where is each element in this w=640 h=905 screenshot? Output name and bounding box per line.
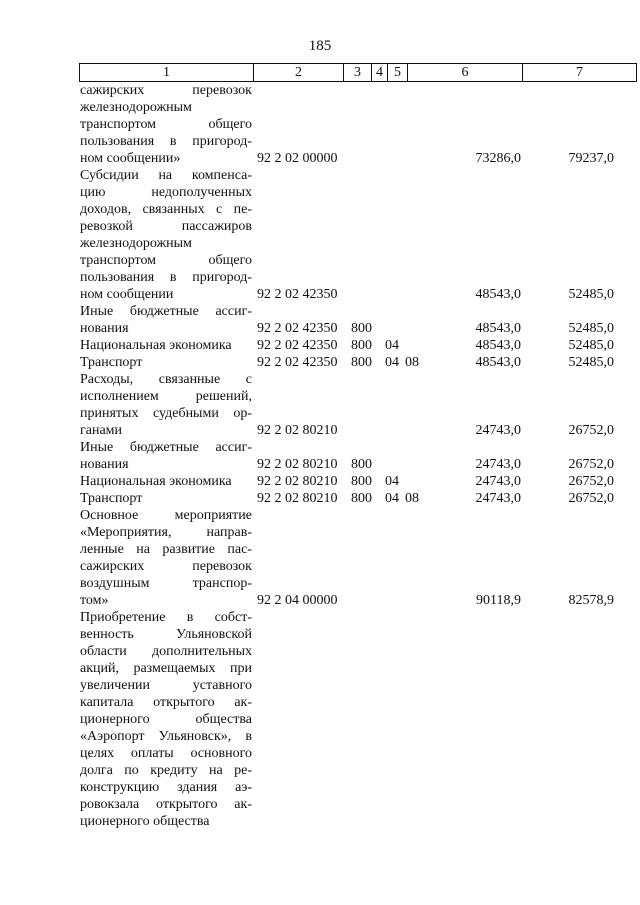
description-line: пользования в пригород- <box>80 270 252 285</box>
description-line: конструкцию здания аэ- <box>80 780 252 795</box>
section: 04 <box>385 355 399 370</box>
amount-col-6: 90118,9 <box>476 593 521 608</box>
description-line: Приобретение в собст- <box>80 610 252 625</box>
table-row <box>80 371 640 439</box>
description-line: ленные на развитие пас- <box>80 542 252 557</box>
amount-col-6: 24743,0 <box>475 423 521 438</box>
item-description <box>80 490 252 507</box>
description-line: Национальная экономика <box>80 338 232 353</box>
description-line: железнодорожным <box>80 236 192 251</box>
description-line: капитала открытого ак- <box>80 695 252 710</box>
amount-col-6: 48543,0 <box>475 338 521 353</box>
description-line: Основное мероприятие <box>80 508 252 523</box>
classification-code: 92 2 02 00000 <box>257 151 338 166</box>
item-description <box>80 473 252 490</box>
classification-code: 92 2 02 80210 <box>257 491 338 506</box>
amount-col-6: 24743,0 <box>475 474 521 489</box>
column-header-3: 3 <box>344 64 372 81</box>
description-line: Транспорт <box>80 491 143 506</box>
description-line: железнодорожным <box>80 100 192 115</box>
description-line: ровокзала открытого ак- <box>80 797 252 812</box>
description-line: ревозкой пассажиров <box>80 219 252 234</box>
description-line: Национальная экономика <box>80 474 232 489</box>
description-line: транспортом общего <box>80 253 252 268</box>
description-line: принятых судебными ор- <box>80 406 252 421</box>
description-line: пользования в пригород- <box>80 134 252 149</box>
amount-col-7: 79237,0 <box>568 151 614 166</box>
description-line: ционерного общества <box>80 814 210 829</box>
item-description <box>80 609 252 830</box>
description-line: Иные бюджетные ассиг- <box>80 304 252 319</box>
description-line: увеличении уставного <box>80 678 252 693</box>
classification-code: 92 2 02 42350 <box>257 321 338 336</box>
description-line: транспортом общего <box>80 117 252 132</box>
table-row <box>80 337 640 354</box>
description-line: венность Ульяновской <box>80 627 252 642</box>
description-line: нования <box>80 321 129 336</box>
amount-col-7: 26752,0 <box>568 423 614 438</box>
amount-col-6: 24743,0 <box>475 457 521 472</box>
expense-type: 800 <box>351 491 372 506</box>
table-row <box>80 303 640 337</box>
column-header-4: 4 <box>372 64 388 81</box>
description-line: области дополнительных <box>80 644 252 659</box>
table-row <box>80 507 640 609</box>
description-line: целях оплаты основного <box>80 746 252 761</box>
column-header-5: 5 <box>388 64 408 81</box>
section: 04 <box>385 338 399 353</box>
classification-code: 92 2 02 42350 <box>257 338 338 353</box>
amount-col-7: 52485,0 <box>568 287 614 302</box>
amount-col-7: 52485,0 <box>568 338 614 353</box>
item-description <box>80 354 252 371</box>
description-line: Расходы, связанные с <box>80 372 252 387</box>
table-row <box>80 490 640 507</box>
column-header-7: 7 <box>576 65 583 80</box>
classification-code: 92 2 02 42350 <box>257 355 338 370</box>
table-row <box>80 354 640 371</box>
description-line: том» <box>80 593 109 608</box>
expense-type: 800 <box>351 338 372 353</box>
amount-col-7: 82578,9 <box>568 593 614 608</box>
classification-code: 92 2 02 80210 <box>257 474 338 489</box>
subsection: 08 <box>405 491 419 506</box>
classification-code: 92 2 02 80210 <box>257 423 338 438</box>
description-line: ганами <box>80 423 123 438</box>
table-body <box>80 82 640 830</box>
amount-col-6: 48543,0 <box>475 321 521 336</box>
description-line: ном сообщении» <box>80 151 181 166</box>
description-line: долга по кредиту на ре- <box>80 763 252 778</box>
item-description <box>80 303 252 337</box>
description-line: сажирских перевозок <box>80 83 252 98</box>
description-line: воздушным транспор- <box>80 576 252 591</box>
description-line: доходов, связанных с пе- <box>80 202 252 217</box>
description-line: акций, размещаемых при <box>80 661 252 676</box>
description-line: Иные бюджетные ассиг- <box>80 440 252 455</box>
amount-col-7: 26752,0 <box>568 491 614 506</box>
table-row <box>80 439 640 473</box>
description-line: «Мероприятия, направ- <box>80 525 252 540</box>
expense-type: 800 <box>351 355 372 370</box>
amount-col-7: 26752,0 <box>568 457 614 472</box>
description-line: «Аэропорт Ульяновск», в <box>80 729 252 744</box>
column-header-1: 1 <box>80 64 254 81</box>
item-description <box>80 167 252 303</box>
expense-type: 800 <box>351 474 372 489</box>
amount-col-6: 48543,0 <box>475 355 521 370</box>
table-row <box>80 473 640 490</box>
expense-type: 800 <box>351 321 372 336</box>
table-row <box>80 609 640 830</box>
column-header-6: 6 <box>408 64 523 81</box>
item-description <box>80 337 252 354</box>
description-line: Транспорт <box>80 355 143 370</box>
section: 04 <box>385 491 399 506</box>
classification-code: 92 2 04 00000 <box>257 593 338 608</box>
table-row <box>80 82 640 167</box>
description-line: ном сообщении <box>80 287 174 302</box>
description-line: исполнением решений, <box>80 389 252 404</box>
amount-col-7: 52485,0 <box>568 355 614 370</box>
table-header <box>79 63 637 82</box>
amount-col-7: 26752,0 <box>568 474 614 489</box>
description-line: сажирских перевозок <box>80 559 252 574</box>
amount-col-7: 52485,0 <box>568 321 614 336</box>
item-description <box>80 507 252 609</box>
classification-code: 92 2 02 80210 <box>257 457 338 472</box>
item-description <box>80 371 252 439</box>
description-line: нования <box>80 457 129 472</box>
item-description <box>80 439 252 473</box>
description-line: ционерного общества <box>80 712 252 727</box>
description-line: Субсидии на компенса- <box>80 168 252 183</box>
classification-code: 92 2 02 42350 <box>257 287 338 302</box>
section: 04 <box>385 474 399 489</box>
amount-col-6: 73286,0 <box>475 151 521 166</box>
amount-col-6: 48543,0 <box>475 287 521 302</box>
item-description <box>80 82 252 167</box>
expense-type: 800 <box>351 457 372 472</box>
page-number: 185 <box>308 38 332 54</box>
description-line: цию недополученных <box>80 185 252 200</box>
table-row <box>80 167 640 303</box>
column-header-2: 2 <box>254 64 344 81</box>
amount-col-6: 24743,0 <box>475 491 521 506</box>
subsection: 08 <box>405 355 419 370</box>
